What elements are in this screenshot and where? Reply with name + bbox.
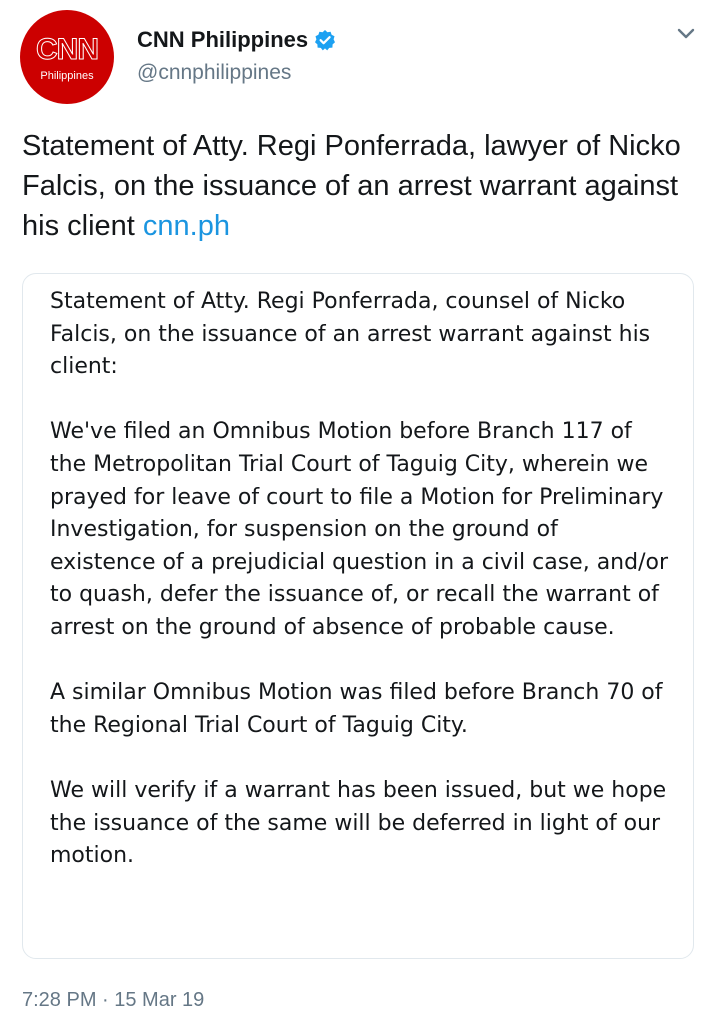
statement-paragraph: We've filed an Omnibus Motion before Branch 117 of the Metropolitan Trial Court of Taguig City, wherein we prayed for leave of court to file a Motion for Preliminary Investigation, for suspension on the ground of existence of a prejudicial question in a civil case, and/or to quash, defer the issuance of, or recall the warrant of arrest on the ground of absence of probable cause.: [50, 419, 669, 640]
verified-badge-icon: [314, 29, 336, 51]
account-name-row: [137, 27, 336, 53]
account-handle[interactable]: @cnnphilippines: [137, 61, 292, 84]
tweet-text: [22, 126, 694, 246]
cnn-logo: CNN: [36, 33, 98, 66]
tweet-timestamp[interactable]: 7:28 PM · 15 Mar 19: [22, 989, 205, 1011]
statement-paragraph: A similar Omnibus Motion was filed before Branch 70 of the Regional Trial Court of Taguig City.: [50, 680, 663, 738]
chevron-down-icon[interactable]: [672, 20, 700, 48]
statement-paragraph: We will verify if a warrant has been issued, but we hope the issuance of the same will be deferred in light of our motion.: [50, 777, 667, 869]
statement-paragraph: Statement of Atty. Regi Ponferrada, counsel of Nicko Falcis, on the issuance of an arrest warrant against his client:: [50, 289, 651, 380]
tweet-link[interactable]: cnn.ph: [142, 210, 230, 242]
avatar-subtitle: Philippines: [40, 70, 94, 82]
account-name[interactable]: CNN Philippines: [137, 27, 309, 52]
avatar[interactable]: [20, 10, 114, 104]
tweet-body: Statement of Atty. Regi Ponferrada, lawyer of Nicko Falcis, on the issuance of an arrest warrant against his client: [22, 130, 681, 242]
statement-image-card[interactable]: [22, 273, 694, 959]
statement-text: [50, 286, 670, 873]
